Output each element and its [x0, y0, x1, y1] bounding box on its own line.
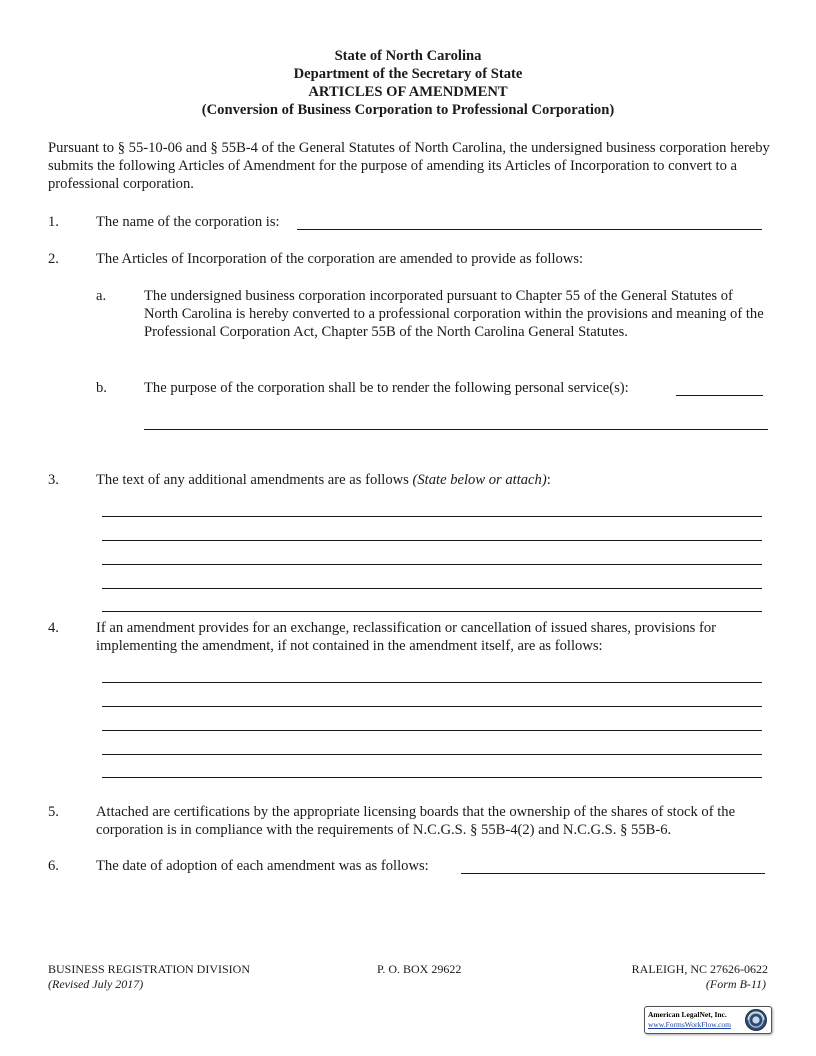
item-2b-label: The purpose of the corporation shall be to render the following personal service(s):	[144, 380, 629, 396]
share-provisions-line[interactable]	[102, 706, 762, 707]
item-4-number: 4.	[48, 620, 59, 636]
item-3-suffix: :	[546, 472, 551, 488]
item-3-label	[96, 471, 551, 489]
globe-icon	[744, 1008, 768, 1032]
header-state: State of North Carolina	[334, 48, 482, 64]
footer-division: BUSINESS REGISTRATION DIVISION	[48, 962, 251, 976]
share-provisions-line[interactable]	[102, 730, 762, 731]
item-3-text: The text of any additional amendments are as follows	[96, 472, 413, 488]
additional-amendments-line[interactable]	[102, 588, 762, 589]
item-2-label: The Articles of Incorporation of the corporation are amended to provide as follows:	[96, 251, 584, 267]
personal-service-field-line-2[interactable]	[144, 429, 768, 430]
item-5-number: 5.	[48, 804, 59, 820]
personal-service-field[interactable]	[676, 395, 763, 396]
item-6-label: The date of adoption of each amendment was as follows:	[96, 858, 429, 874]
adoption-date-field[interactable]	[461, 873, 765, 874]
header-department: Department of the Secretary of State	[293, 66, 523, 82]
share-provisions-line[interactable]	[102, 682, 762, 683]
item-1-number: 1.	[48, 214, 59, 230]
legalnet-logo[interactable]	[644, 1006, 772, 1034]
logo-company: American LegalNet, Inc.	[648, 1010, 727, 1019]
item-2b-number: b.	[96, 380, 107, 396]
header-subtitle: (Conversion of Business Corporation to Professional Corporation)	[201, 102, 615, 118]
item-6-number: 6.	[48, 858, 59, 874]
footer-revised: (Revised July 2017)	[48, 977, 144, 991]
logo-url[interactable]: www.FormsWorkFlow.com	[648, 1020, 732, 1029]
corporation-name-field[interactable]	[297, 229, 762, 230]
item-5-text: Attached are certifications by the appropriate licensing boards that the ownership of the shares of stock of the corporation is in compliance with the requirements of N.C.G.S. § 55B-4(2) and N.C.G.S. § 55B-6.	[96, 804, 736, 838]
item-4-text: If an amendment provides for an exchange, reclassification or cancellation of issued shares, provisions for implementing the amendment, if not contained in the amendment itself, are as follows:	[96, 620, 717, 654]
header-title: ARTICLES OF AMENDMENT	[308, 84, 508, 100]
intro-paragraph: Pursuant to § 55-10-06 and § 55B-4 of the General Statutes of North Carolina, the undersigned business corporation hereby submits the following Articles of Amendment for the purpose of amending its Articles of Incorporation to convert to a professional corporation.	[48, 140, 770, 192]
footer-pobox: P. O. BOX 29622	[377, 962, 462, 976]
item-3-number: 3.	[48, 472, 59, 488]
additional-amendments-line[interactable]	[102, 516, 762, 517]
share-provisions-line[interactable]	[102, 754, 762, 755]
additional-amendments-line[interactable]	[102, 540, 762, 541]
additional-amendments-line[interactable]	[102, 564, 762, 565]
share-provisions-line[interactable]	[102, 777, 762, 778]
item-2a-number: a.	[96, 288, 107, 304]
item-3-note: (State below or attach)	[412, 472, 547, 488]
item-1-label: The name of the corporation is:	[96, 214, 280, 230]
footer-city: RALEIGH, NC 27626-0622	[631, 962, 768, 976]
footer-form-number: (Form B-11)	[705, 977, 766, 991]
document-header	[0, 47, 816, 119]
additional-amendments-line[interactable]	[102, 611, 762, 612]
item-2-number: 2.	[48, 251, 59, 267]
item-2a-text: The undersigned business corporation incorporated pursuant to Chapter 55 of the General Statutes of North Carolina is hereby converted to a professional corporation within the provisions and meaning of the Professional Corporation Act, Chapter 55B of the North Carolina General Statutes.	[144, 288, 764, 340]
